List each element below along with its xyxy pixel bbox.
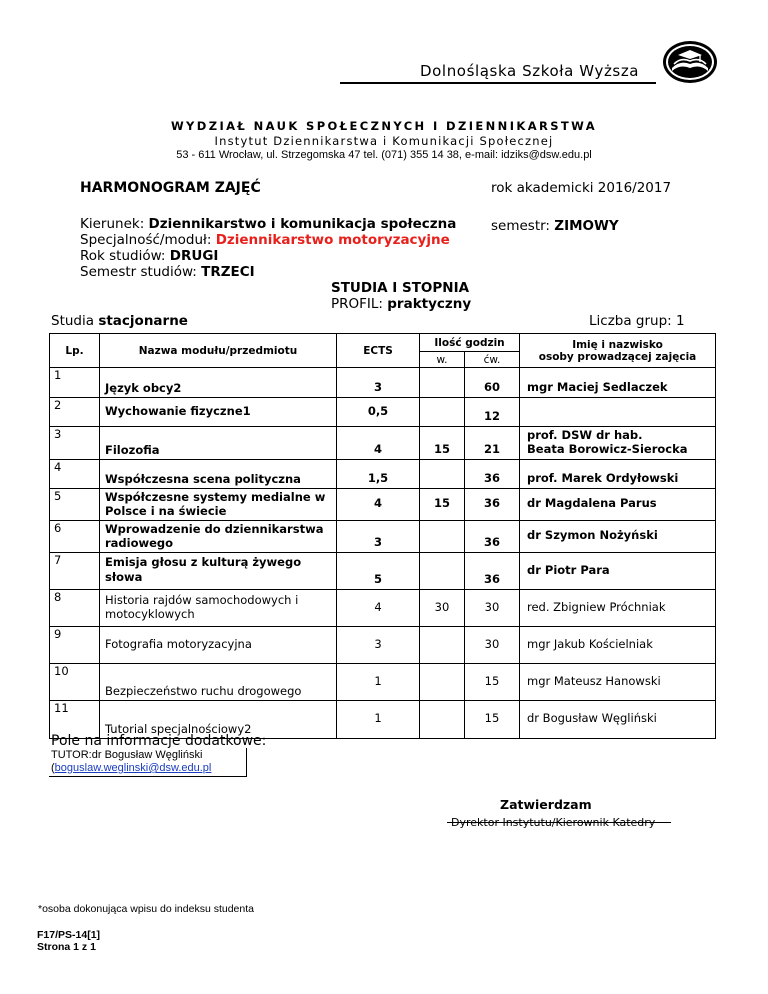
row-ects: 0,5 <box>337 398 420 427</box>
row-exercises: 30 <box>465 590 520 627</box>
row-exercises: 21 <box>465 427 520 460</box>
row-module: Wychowanie fizyczne1 <box>100 398 337 427</box>
row-teacher-line2: Beata Borowicz-Sierocka <box>527 441 688 456</box>
row-teacher: mgr Maciej Sedlaczek <box>520 368 716 398</box>
notes-title: Pole na informacje dodatkowe: <box>51 733 267 749</box>
tutor-line: TUTOR:dr Bogusław Węgliński <box>51 749 203 761</box>
row-teacher: mgr Jakub Kościelniak <box>520 627 716 664</box>
row-lp: 10 <box>50 664 100 701</box>
row-lectures <box>420 460 465 489</box>
table-row <box>50 553 716 590</box>
row-lp: 1 <box>50 368 100 398</box>
row-ects: 4 <box>337 590 420 627</box>
academic-year: rok akademicki 2016/2017 <box>491 180 672 196</box>
school-name: Dolnośląska Szkoła Wyższa <box>420 62 640 80</box>
row-module: Wprowadzenie do dziennikarstwa radiowego <box>100 521 337 553</box>
year-label: Rok studiów: <box>80 248 170 264</box>
document-title: HARMONOGRAM ZAJĘĆ <box>80 180 261 196</box>
institute-name: Instytut Dziennikarstwa i Komunikacji Społecznej <box>214 134 554 148</box>
row-module: Język obcy2 <box>100 368 337 398</box>
row-module: Współczesne systemy medialne w Polsce i na świecie <box>100 489 337 521</box>
term-label: Semestr studiów: <box>80 264 202 280</box>
row-exercises: 60 <box>465 368 520 398</box>
row-lp: 8 <box>50 590 100 627</box>
row-ects: 5 <box>337 553 420 590</box>
row-lp: 7 <box>50 553 100 590</box>
row-exercises: 30 <box>465 627 520 664</box>
header-teacher-line2: osoby prowadzącej zajęcia <box>538 350 697 363</box>
table-row <box>50 368 716 398</box>
row-ects: 1 <box>337 701 420 739</box>
semester <box>491 218 619 234</box>
row-teacher: mgr Mateusz Hanowski <box>520 664 716 701</box>
row-exercises: 36 <box>465 460 520 489</box>
profile-label: PROFIL: <box>331 296 388 312</box>
tutor-email-line <box>51 762 211 774</box>
header-lp: Lp. <box>50 334 100 368</box>
row-lectures <box>420 521 465 553</box>
row-exercises: 12 <box>465 398 520 427</box>
field-of-study <box>80 216 456 232</box>
schedule-rows <box>50 368 716 739</box>
table-row <box>50 398 716 427</box>
header-ects: ECTS <box>337 334 420 368</box>
semester-label: semestr: <box>491 218 555 234</box>
row-exercises: 36 <box>465 521 520 553</box>
row-exercises: 15 <box>465 664 520 701</box>
row-lectures <box>420 398 465 427</box>
row-lectures <box>420 664 465 701</box>
row-exercises: 36 <box>465 553 520 590</box>
row-module: Współczesna scena polityczna <box>100 460 337 489</box>
table-row <box>50 521 716 553</box>
tutor-email-link[interactable]: boguslaw.weglinski@dsw.edu.pl <box>54 762 212 774</box>
row-lp: 4 <box>50 460 100 489</box>
field-label: Kierunek: <box>80 216 149 232</box>
year-of-study <box>80 248 218 264</box>
term-value: TRZECI <box>201 264 255 280</box>
table-row <box>50 590 716 627</box>
year-value: DRUGI <box>169 248 219 264</box>
header-teacher-line1: Imię i nazwisko <box>572 338 663 351</box>
table-row <box>50 427 716 460</box>
row-module: Tutorial specjalnościowy2 <box>100 701 337 739</box>
mode-label: Studia <box>51 313 99 329</box>
row-lectures <box>420 627 465 664</box>
row-lp: 5 <box>50 489 100 521</box>
header-module-name: Nazwa modułu/przedmiotu <box>100 334 337 368</box>
row-module: Bezpieczeństwo ruchu drogowego <box>100 664 337 701</box>
row-exercises: 15 <box>465 701 520 739</box>
page-number: Strona 1 z 1 <box>37 941 96 953</box>
header-rule <box>340 82 656 84</box>
table-row <box>50 489 716 521</box>
row-ects: 3 <box>337 521 420 553</box>
row-module: Filozofia <box>100 427 337 460</box>
row-lp: 11 <box>50 701 100 739</box>
row-teacher: dr Szymon Nożyński <box>520 521 716 553</box>
specialty-label: Specjalność/moduł: <box>80 232 216 248</box>
row-lp: 6 <box>50 521 100 553</box>
row-teacher: dr Bogusław Węgliński <box>520 701 716 739</box>
header-exercises: ćw. <box>465 352 520 368</box>
group-count: Liczba grup: 1 <box>589 313 685 329</box>
row-ects: 3 <box>337 368 420 398</box>
profile <box>331 296 471 312</box>
specialty <box>80 232 450 248</box>
field-value: Dziennikarstwo i komunikacja społeczna <box>148 216 457 232</box>
table-row <box>50 627 716 664</box>
row-teacher-line1: prof. DSW dr hab. <box>527 427 643 442</box>
row-teacher: dr Piotr Para <box>520 553 716 590</box>
term-of-study <box>80 264 255 280</box>
form-code: F17/PS-14[1] <box>37 929 101 941</box>
row-exercises: 36 <box>465 489 520 521</box>
row-lectures: 15 <box>420 427 465 460</box>
row-teacher: dr Magdalena Parus <box>520 489 716 521</box>
row-teacher: prof. Marek Ordyłowski <box>520 460 716 489</box>
semester-value: ZIMOWY <box>554 218 619 234</box>
row-lp: 3 <box>50 427 100 460</box>
row-lectures: 30 <box>420 590 465 627</box>
row-module: Historia rajdów samochodowych i motocyklowych <box>100 590 337 627</box>
row-lectures <box>420 701 465 739</box>
school-logo-icon <box>662 40 718 84</box>
row-ects: 1,5 <box>337 460 420 489</box>
row-lectures: 15 <box>420 489 465 521</box>
row-lectures <box>420 553 465 590</box>
row-lp: 9 <box>50 627 100 664</box>
row-teacher: red. Zbigniew Próchniak <box>520 590 716 627</box>
profile-value: praktyczny <box>387 296 472 312</box>
row-ects: 4 <box>337 489 420 521</box>
institute-address: 53 - 611 Wrocław, ul. Strzegomska 47 tel. (071) 355 14 38, e-mail: idziks@dsw.edu.pl <box>176 149 592 161</box>
header-hours: Ilość godzin <box>420 334 520 352</box>
specialty-value: Dziennikarstwo motoryzacyjne <box>215 232 450 248</box>
header-teacher <box>520 334 716 368</box>
row-module: Fotografia motoryzacyjna <box>100 627 337 664</box>
approval-label: Zatwierdzam <box>500 797 592 812</box>
row-lp: 2 <box>50 398 100 427</box>
row-lectures <box>420 368 465 398</box>
footnote: *osoba dokonująca wpisu do indeksu studenta <box>38 903 254 915</box>
row-ects: 4 <box>337 427 420 460</box>
degree-level: STUDIA I STOPNIA <box>331 280 470 296</box>
row-teacher <box>520 398 716 427</box>
row-module: Emisja głosu z kulturą żywego słowa <box>100 553 337 590</box>
mode-value: stacjonarne <box>98 313 188 329</box>
row-ects: 1 <box>337 664 420 701</box>
row-teacher <box>520 427 716 460</box>
faculty-name: WYDZIAŁ NAUK SPOŁECZNYCH I DZIENNIKARSTWA <box>170 119 598 133</box>
study-mode <box>51 313 188 329</box>
table-row <box>50 664 716 701</box>
table-row <box>50 460 716 489</box>
signatory-title: Dyrektor Instytutu/Kierownik Katedry <box>451 816 656 829</box>
tutor-email-prefix: ( <box>51 762 55 774</box>
schedule-table <box>49 333 716 739</box>
header-lectures: w. <box>420 352 465 368</box>
row-ects: 3 <box>337 627 420 664</box>
